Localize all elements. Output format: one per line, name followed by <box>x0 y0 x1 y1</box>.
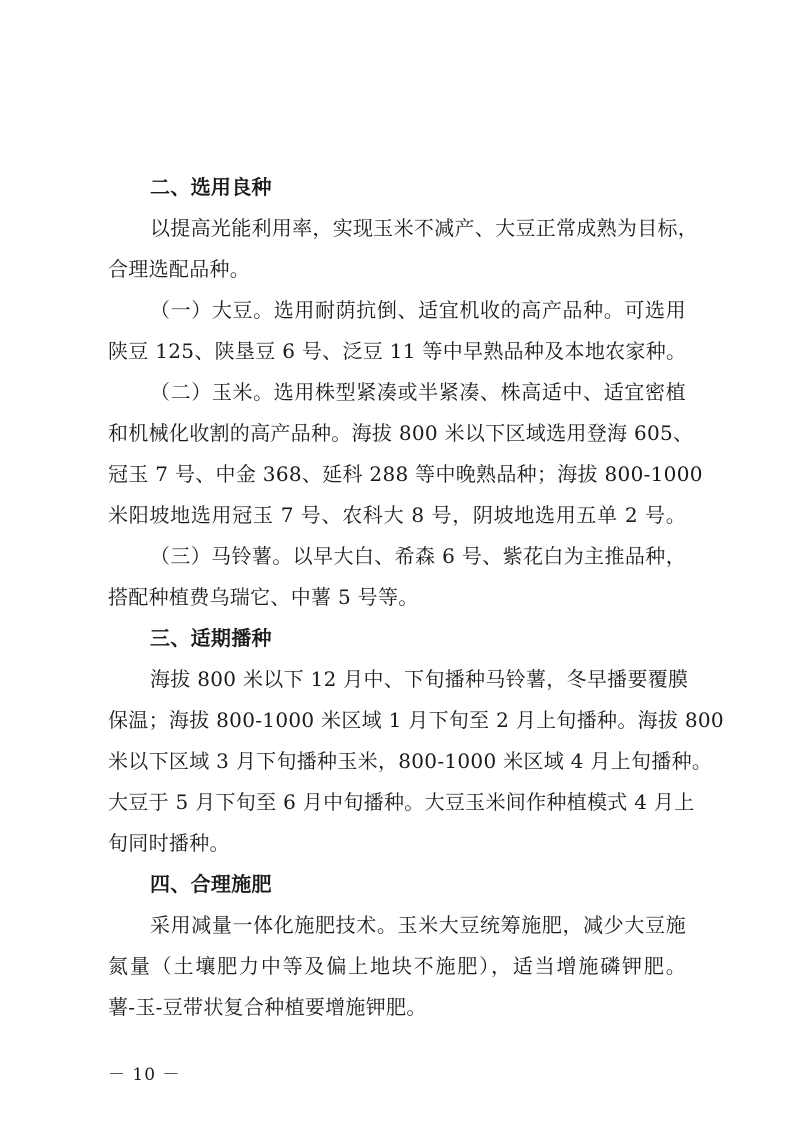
paragraph-line: 和机械化收割的高产品种。海拔 800 米以下区域选用登海 605、 <box>108 421 694 445</box>
section-heading-3: 三、适期播种 <box>150 626 272 650</box>
page-number: － 10 － <box>108 1065 181 1085</box>
paragraph-line: 冠玉 7 号、中金 368、延科 288 等中晚熟品种；海拔 800-1000 <box>108 462 703 486</box>
paragraph-line: 保温；海拔 800-1000 米区域 1 月下旬至 2 月上旬播种。海拔 800 <box>108 708 724 732</box>
paragraph-line: 薯-玉-豆带状复合种植要增施钾肥。 <box>108 995 427 1019</box>
paragraph-line: 陕豆 125、陕垦豆 6 号、泛豆 11 等中早熟品种及本地农家种。 <box>108 339 687 363</box>
paragraph-line: （二）玉米。选用株型紧凑或半紧凑、株高适中、适宜密植 <box>150 380 686 404</box>
paragraph-line: 大豆于 5 月下旬至 6 月中旬播种。大豆玉米间作种植模式 4 月上 <box>108 790 695 814</box>
paragraph-line: 合理选配品种。 <box>108 257 251 281</box>
paragraph-line: 米阳坡地选用冠玉 7 号、农科大 8 号，阴坡地选用五单 2 号。 <box>108 503 686 527</box>
section-heading-2: 二、选用良种 <box>150 175 272 199</box>
paragraph-line: （一）大豆。选用耐荫抗倒、适宜机收的高产品种。可选用 <box>150 298 686 322</box>
paragraph-line: 旬同时播种。 <box>108 831 230 855</box>
paragraph-line: （三）马铃薯。以早大白、希森 6 号、紫花白为主推品种， <box>150 544 686 568</box>
paragraph-line: 搭配种植费乌瑞它、中薯 5 号等。 <box>108 585 419 609</box>
paragraph-line: 采用减量一体化施肥技术。玉米大豆统筹施肥，减少大豆施 <box>150 913 686 937</box>
paragraph-line: 米以下区域 3 月下旬播种玉米，800-1000 米区域 4 月上旬播种。 <box>108 749 713 773</box>
paragraph-line: 氮量（土壤肥力中等及偏上地块不施肥），适当增施磷钾肥。 <box>108 954 686 978</box>
paragraph-line: 海拔 800 米以下 12 月中、下旬播种马铃薯，冬早播要覆膜 <box>150 667 689 691</box>
paragraph-line: 以提高光能利用率，实现玉米不减产、大豆正常成熟为目标， <box>150 216 699 240</box>
section-heading-4: 四、合理施肥 <box>150 872 272 896</box>
